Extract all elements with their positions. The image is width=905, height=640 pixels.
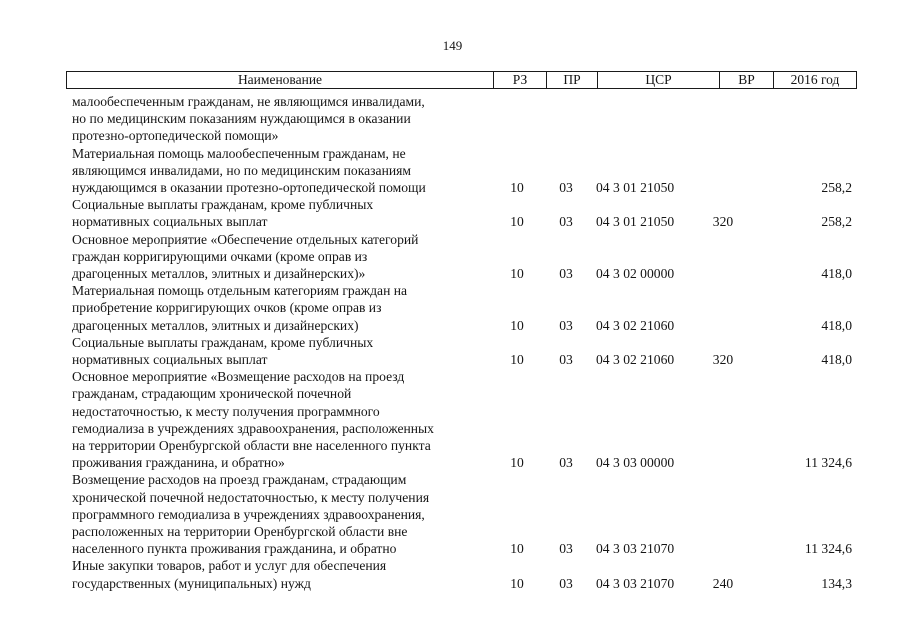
row-pr: 03 xyxy=(559,266,573,282)
row-name-line: протезно-ортопедической помощи» xyxy=(72,128,279,144)
table-row xyxy=(0,145,905,197)
row-name xyxy=(72,368,492,471)
row-sum: 11 324,6 xyxy=(804,455,852,471)
table-body xyxy=(0,93,905,592)
row-name-line: но по медицинским показаниям нуждающимся в оказании xyxy=(72,111,411,127)
row-rz: 10 xyxy=(510,541,524,557)
table-row xyxy=(0,93,905,145)
row-sum: 11 324,6 xyxy=(804,541,852,557)
row-rz: 10 xyxy=(510,317,524,333)
row-sum: 258,2 xyxy=(821,214,852,230)
row-pr: 03 xyxy=(559,317,573,333)
table-row xyxy=(0,196,905,230)
row-rz: 10 xyxy=(510,352,524,368)
row-name-line: драгоценных металлов, элитных и дизайнерских)» xyxy=(72,266,366,282)
row-name-line: граждан корригирующими очками (кроме оправ из xyxy=(72,248,368,264)
table-header xyxy=(66,71,857,89)
column-header-pr: ПР xyxy=(547,72,598,88)
row-csr: 04 3 02 00000 xyxy=(596,266,675,282)
row-sum: 418,0 xyxy=(821,352,852,368)
table-row xyxy=(0,231,905,283)
row-name-line: Социальные выплаты гражданам, кроме публичных xyxy=(72,197,374,213)
row-sum: 258,2 xyxy=(821,180,852,196)
row-csr: 04 3 01 21050 xyxy=(596,214,675,230)
row-name-line: Социальные выплаты гражданам, кроме публичных xyxy=(72,334,374,350)
row-name-line: драгоценных металлов, элитных и дизайнерских) xyxy=(72,317,359,333)
column-header-name: Наименование xyxy=(67,72,494,88)
column-header-rz: РЗ xyxy=(494,72,547,88)
row-name-line: Возмещение расходов на проезд гражданам, страдающим xyxy=(72,472,407,488)
row-csr: 04 3 03 21070 xyxy=(596,575,675,591)
row-name-line: Материальная помощь малообеспеченным гражданам, не xyxy=(72,145,406,161)
row-name-line: Основное мероприятие «Обеспечение отдельных категорий xyxy=(72,231,419,247)
row-vr: 320 xyxy=(712,214,734,230)
row-rz: 10 xyxy=(510,180,524,196)
row-name-line: приобретение корригирующих очков (кроме оправ из xyxy=(72,300,382,316)
row-name-line: Материальная помощь отдельным категориям граждан на xyxy=(72,283,408,299)
row-name xyxy=(72,282,492,334)
row-name-line: проживания гражданина, и обратно» xyxy=(72,455,285,471)
row-name xyxy=(72,196,492,230)
row-name-line: малообеспеченным гражданам, не являющимся инвалидами, xyxy=(72,94,425,109)
row-csr: 04 3 03 21070 xyxy=(596,541,675,557)
row-pr: 03 xyxy=(559,180,573,196)
row-name-line: являющимся инвалидами, но по медицинским показаниям xyxy=(72,162,411,178)
table-row xyxy=(0,471,905,557)
row-name xyxy=(72,471,492,557)
row-rz: 10 xyxy=(510,575,524,591)
column-header-csr: ЦСР xyxy=(598,72,720,88)
row-pr: 03 xyxy=(559,214,573,230)
row-pr: 03 xyxy=(559,352,573,368)
row-name xyxy=(72,231,492,283)
page-number: 149 xyxy=(442,38,463,53)
row-sum: 418,0 xyxy=(821,266,852,282)
row-vr: 240 xyxy=(712,575,734,591)
row-sum: 418,0 xyxy=(821,317,852,333)
row-csr: 04 3 02 21060 xyxy=(596,317,675,333)
row-pr: 03 xyxy=(559,455,573,471)
row-sum: 134,3 xyxy=(821,575,852,591)
row-name-line: на территории Оренбургской области вне населенного пункта xyxy=(72,438,431,454)
row-name xyxy=(72,145,492,197)
column-header-year: 2016 год xyxy=(790,72,840,88)
row-vr: 320 xyxy=(712,352,734,368)
row-csr: 04 3 02 21060 xyxy=(596,352,675,368)
row-name-line: гражданам, страдающим хронической почечной xyxy=(72,386,352,402)
row-name-line: расположенных на территории Оренбургской области вне xyxy=(72,524,408,540)
row-name-line: нормативных социальных выплат xyxy=(72,352,268,368)
row-rz: 10 xyxy=(510,214,524,230)
table-row xyxy=(0,334,905,368)
row-name-line: населенного пункта проживания гражданина, и обратно xyxy=(72,541,397,557)
row-pr: 03 xyxy=(559,575,573,591)
row-name xyxy=(72,557,492,591)
row-name-line: нормативных социальных выплат xyxy=(72,214,268,230)
row-rz: 10 xyxy=(510,455,524,471)
row-name-line: Основное мероприятие «Возмещение расходов на проезд xyxy=(72,369,405,385)
table-row xyxy=(0,368,905,471)
row-name-line: государственных (муниципальных) нужд xyxy=(72,575,311,591)
row-name-line: нуждающимся в оказании протезно-ортопедической помощи xyxy=(72,180,426,196)
row-name-line: гемодиализа в учреждениях здравоохранения, расположенных xyxy=(72,420,434,436)
row-pr: 03 xyxy=(559,541,573,557)
row-csr: 04 3 01 21050 xyxy=(596,180,675,196)
table-row xyxy=(0,282,905,334)
row-rz: 10 xyxy=(510,266,524,282)
row-name-line: программного гемодиализа в учреждениях здравоохранения, xyxy=(72,506,425,522)
row-name xyxy=(72,334,492,368)
row-csr: 04 3 03 00000 xyxy=(596,455,675,471)
row-name-line: хронической почечной недостаточностью, к месту получения xyxy=(72,489,430,505)
row-name-line: недостаточностью, к месту получения программного xyxy=(72,403,380,419)
row-name-line: Иные закупки товаров, работ и услуг для обеспечения xyxy=(72,558,387,574)
column-header-vr: ВР xyxy=(720,72,774,88)
table-row xyxy=(0,557,905,591)
row-name xyxy=(72,93,492,145)
